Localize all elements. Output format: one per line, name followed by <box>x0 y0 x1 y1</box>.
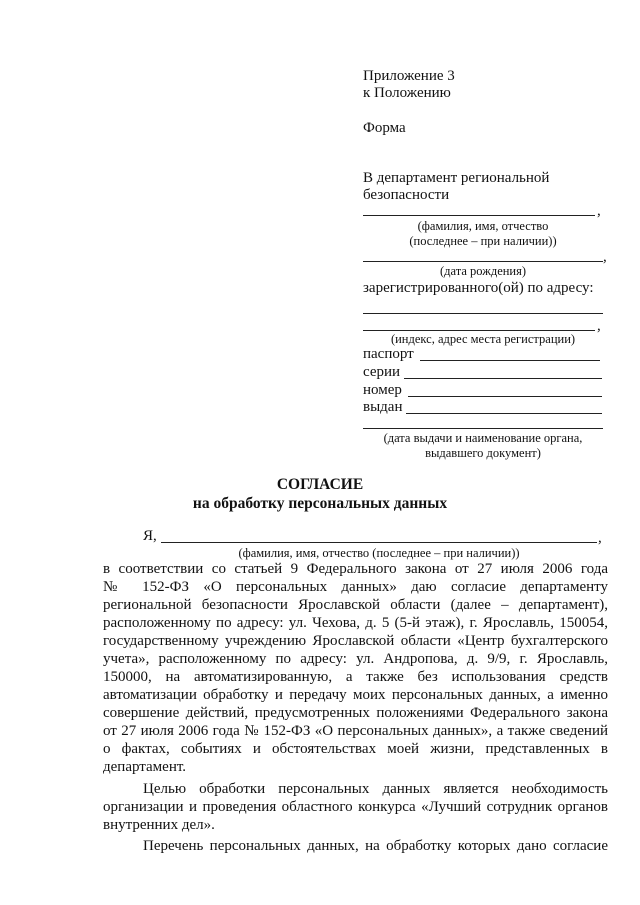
paragraph-line: о фактах, событиях и обстоятельствах моей жизни, представленных в <box>103 741 608 757</box>
i-underline[interactable] <box>161 542 597 543</box>
number-underline[interactable] <box>408 396 602 397</box>
consent-subtitle: на обработку персональных данных <box>192 495 448 512</box>
paragraph-line: совершение действий, предусмотренных положениями Федерального закона <box>103 705 608 721</box>
i-comma: , <box>598 530 602 546</box>
address-comma: , <box>597 318 601 334</box>
paragraph-line: Целью обработки персональных данных является необходимость <box>143 781 608 797</box>
appendix-regulation: к Положению <box>363 85 451 101</box>
paragraph-line: внутренних дел». <box>103 817 215 833</box>
address-underline-1[interactable] <box>363 313 603 314</box>
fio-caption-2: (последнее – при наличии)) <box>409 234 557 248</box>
appendix-number: Приложение 3 <box>363 68 455 84</box>
issued-underline-2[interactable] <box>363 428 603 429</box>
issued-caption-1: (дата выдачи и наименование органа, <box>383 431 583 445</box>
paragraph-line: автоматизации обработку и передачу моих персональных данных, а именно <box>103 687 608 703</box>
fio-comma: , <box>597 203 601 219</box>
series-label: серии <box>363 364 401 380</box>
consent-title: СОГЛАСИЕ <box>276 476 364 493</box>
paragraph-line: государственному учреждению Ярославской области «Центр бухгалтерского <box>103 633 608 649</box>
addressee-line-2: безопасности <box>363 187 450 203</box>
number-label: номер <box>363 382 402 398</box>
passport-label: паспорт <box>363 346 414 362</box>
birth-date-underline[interactable] <box>363 261 603 262</box>
issued-caption-2: выдавшего документ) <box>425 446 541 460</box>
address-underline-2[interactable] <box>363 330 595 331</box>
paragraph-line: региональной безопасности Ярославской области (далее – департамент), <box>103 597 608 613</box>
form-label: Форма <box>363 120 406 136</box>
registered-label: зарегистрированного(ой) по адресу: <box>363 280 594 296</box>
issued-underline-1[interactable] <box>406 413 602 414</box>
birth-comma: , <box>603 249 607 265</box>
paragraph-line: расположенному по адресу: ул. Чехова, д. 5 (5-й этаж), г. Ярославль, 150054, <box>103 615 608 631</box>
paragraph-line: учета», расположенному по адресу: ул. Андропова, д. 9/9, г. Ярославль, <box>103 651 608 667</box>
address-caption: (индекс, адрес места регистрации) <box>390 332 576 346</box>
paragraph-line: Перечень персональных данных, на обработку которых дано согласие <box>143 838 608 854</box>
fio-caption-1: (фамилия, имя, отчество <box>417 219 549 233</box>
paragraph-line: 150000, на автоматизированную, а также без использования средств <box>103 669 608 685</box>
i-caption: (фамилия, имя, отчество (последнее – при наличии)) <box>238 546 520 560</box>
paragraph-line: № 152-ФЗ «О персональных данных» даю согласие департаменту <box>103 579 608 595</box>
paragraph-line: в соответствии со статьей 9 Федерального закона от 27 июля 2006 года <box>103 561 608 577</box>
passport-underline[interactable] <box>420 360 600 361</box>
paragraph-line: департамент. <box>103 759 187 775</box>
fio-underline[interactable] <box>363 215 595 216</box>
addressee-line-1: В департамент региональной <box>363 170 550 186</box>
series-underline[interactable] <box>404 378 602 379</box>
birth-caption: (дата рождения) <box>439 264 527 278</box>
paragraph-line: от 27 июля 2006 года № 152-ФЗ «О персональных данных», а также сведений <box>103 723 608 739</box>
issued-label: выдан <box>363 399 403 415</box>
paragraph-line: организации и проведения областного конкурса «Лучший сотрудник органов <box>103 799 608 815</box>
i-label: Я, <box>143 528 157 544</box>
